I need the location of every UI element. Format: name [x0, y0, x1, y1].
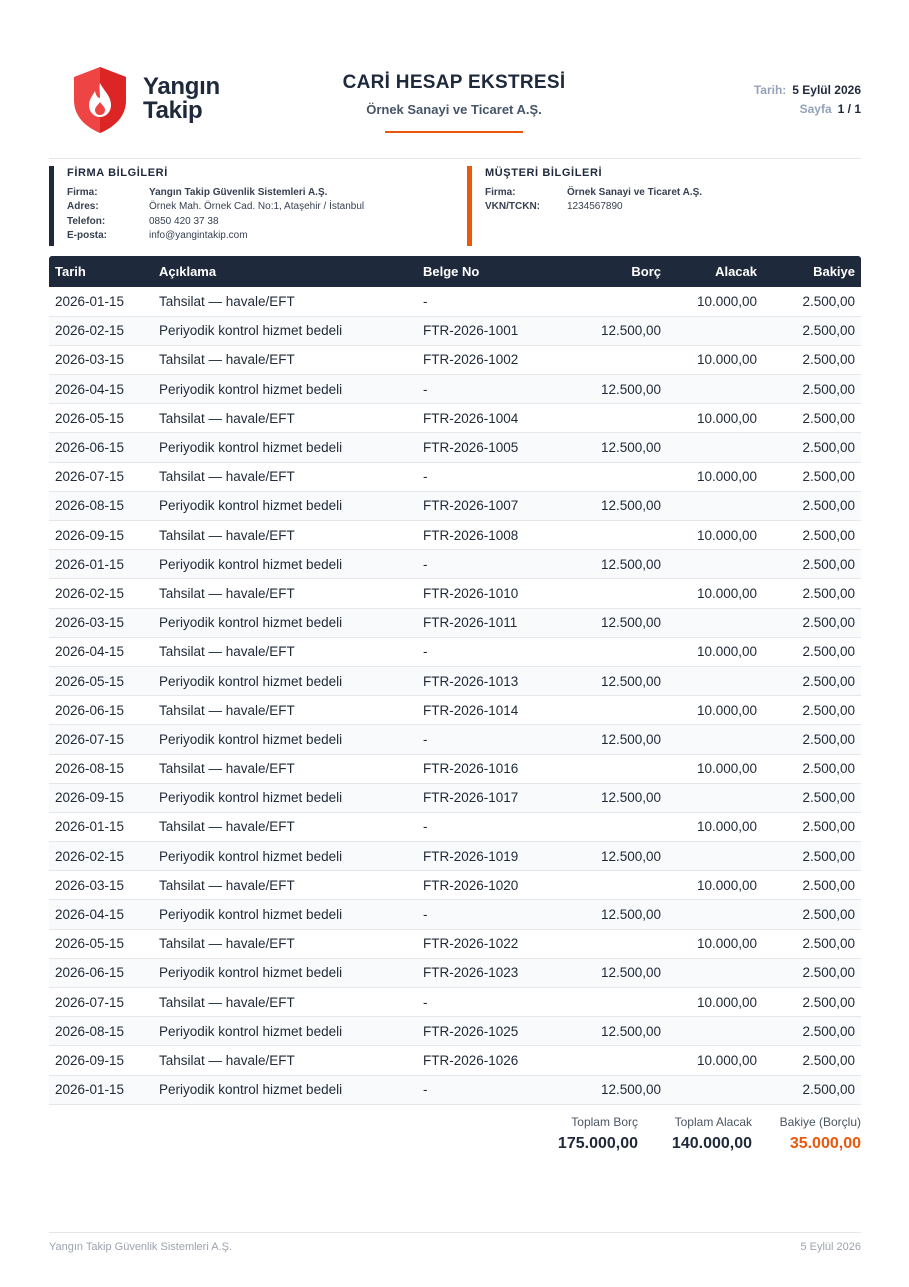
table-cell: Periyodik kontrol hizmet bedeli — [153, 375, 417, 404]
table-cell: 2026-03-15 — [49, 871, 153, 900]
company-info — [49, 166, 449, 246]
table-cell: 10.000,00 — [667, 696, 763, 725]
table-cell: Periyodik kontrol hizmet bedeli — [153, 608, 417, 637]
col-header-belge-no: Belge No — [423, 264, 480, 279]
table-cell: - — [417, 900, 567, 929]
table-cell — [667, 316, 763, 345]
table-row — [49, 958, 861, 987]
balance-value: 35.000,00 — [789, 1135, 861, 1152]
table-cell: 12.500,00 — [567, 375, 667, 404]
table-cell: 10.000,00 — [667, 754, 763, 783]
info-value: Örnek Sanayi ve Ticaret A.Ş. — [567, 187, 703, 198]
flame-shield-icon — [71, 66, 129, 134]
table-cell: 2.500,00 — [763, 900, 861, 929]
table-cell: FTR-2026-1025 — [417, 1017, 567, 1046]
table-row — [49, 696, 861, 725]
table-cell: FTR-2026-1001 — [417, 316, 567, 345]
table-cell — [667, 783, 763, 812]
table-cell: Tahsilat — havale/EFT — [153, 871, 417, 900]
table-cell: 2026-06-15 — [49, 433, 153, 462]
table-cell: 2026-09-15 — [49, 1046, 153, 1075]
balance-total — [780, 1115, 861, 1153]
table-cell: FTR-2026-1023 — [417, 958, 567, 987]
table-cell: 2.500,00 — [763, 1017, 861, 1046]
table-cell: 12.500,00 — [567, 608, 667, 637]
table-row — [49, 783, 861, 812]
table-cell: Tahsilat — havale/EFT — [153, 287, 417, 316]
total-credit — [672, 1115, 752, 1153]
col-header-tarih: Tarih — [55, 264, 86, 279]
table-cell: Tahsilat — havale/EFT — [153, 637, 417, 666]
table-cell: 12.500,00 — [567, 842, 667, 871]
table-cell — [667, 958, 763, 987]
table-cell: 2026-08-15 — [49, 754, 153, 783]
table-row — [49, 842, 861, 871]
document-subtitle: Örnek Sanayi ve Ticaret A.Ş. — [366, 102, 542, 117]
table-cell: 10.000,00 — [667, 871, 763, 900]
table-cell: 2.500,00 — [763, 550, 861, 579]
table-cell: Periyodik kontrol hizmet bedeli — [153, 1075, 417, 1104]
table-cell: - — [417, 550, 567, 579]
table-cell — [667, 900, 763, 929]
table-cell: 12.500,00 — [567, 666, 667, 695]
table-row — [49, 1046, 861, 1075]
table-cell: Tahsilat — havale/EFT — [153, 754, 417, 783]
table-cell: FTR-2026-1026 — [417, 1046, 567, 1075]
table-cell: 10.000,00 — [667, 637, 763, 666]
table-cell: 10.000,00 — [667, 521, 763, 550]
table-cell: Periyodik kontrol hizmet bedeli — [153, 433, 417, 462]
brand-name — [143, 75, 220, 123]
table-cell: 12.500,00 — [567, 433, 667, 462]
table-cell: 12.500,00 — [567, 316, 667, 345]
table-row — [49, 404, 861, 433]
table-row — [49, 1075, 861, 1104]
table-cell: Periyodik kontrol hizmet bedeli — [153, 666, 417, 695]
table-cell: 10.000,00 — [667, 462, 763, 491]
footer-date: 5 Eylül 2026 — [800, 1241, 861, 1253]
company-info-row — [67, 215, 449, 229]
table-cell: 2026-05-15 — [49, 404, 153, 433]
table-row — [49, 287, 861, 316]
table-cell: 10.000,00 — [667, 929, 763, 958]
info-key: VKN/TCKN: — [485, 201, 540, 213]
table-cell: 2026-01-15 — [49, 1075, 153, 1104]
table-cell: 10.000,00 — [667, 1046, 763, 1075]
table-row — [49, 608, 861, 637]
table-cell: 2.500,00 — [763, 637, 861, 666]
table-cell: 12.500,00 — [567, 783, 667, 812]
table-cell — [567, 929, 667, 958]
customer-info-heading: MÜŞTERİ BİLGİLERİ — [485, 167, 603, 179]
table-cell: FTR-2026-1002 — [417, 345, 567, 374]
table-row — [49, 521, 861, 550]
footer-company: Yangın Takip Güvenlik Sistemleri A.Ş. — [49, 1241, 233, 1253]
table-cell — [567, 404, 667, 433]
info-value: Yangın Takip Güvenlik Sistemleri A.Ş. — [149, 187, 328, 198]
table-row — [49, 316, 861, 345]
table-cell: Periyodik kontrol hizmet bedeli — [153, 316, 417, 345]
info-value: Örnek Mah. Örnek Cad. No:1, Ataşehir / İstanbul — [149, 201, 365, 213]
table-header-row — [49, 256, 861, 287]
table-cell: 2026-08-15 — [49, 491, 153, 520]
table-cell: Periyodik kontrol hizmet bedeli — [153, 842, 417, 871]
table-cell: 2.500,00 — [763, 988, 861, 1017]
table-cell: 12.500,00 — [567, 958, 667, 987]
balance-label: Bakiye (Borçlu) — [779, 1115, 861, 1129]
date-label: Tarih: — [753, 83, 787, 97]
table-cell: Periyodik kontrol hizmet bedeli — [153, 1017, 417, 1046]
info-key: E-posta: — [67, 229, 107, 241]
col-header-borc: Borç — [631, 264, 661, 279]
table-cell: 2.500,00 — [763, 1046, 861, 1075]
table-cell: FTR-2026-1016 — [417, 754, 567, 783]
table-cell: FTR-2026-1010 — [417, 579, 567, 608]
brand-line-1: Yangın — [143, 73, 220, 100]
table-cell: 12.500,00 — [567, 550, 667, 579]
table-row — [49, 1017, 861, 1046]
table-cell: 10.000,00 — [667, 287, 763, 316]
info-key: Firma: — [67, 187, 98, 198]
table-row — [49, 754, 861, 783]
table-row — [49, 550, 861, 579]
table-cell: Tahsilat — havale/EFT — [153, 345, 417, 374]
footer-divider — [49, 1232, 861, 1233]
table-row — [49, 637, 861, 666]
table-cell: 10.000,00 — [667, 404, 763, 433]
table-cell: FTR-2026-1007 — [417, 491, 567, 520]
table-row — [49, 462, 861, 491]
table-row — [49, 988, 861, 1017]
table-cell: 2.500,00 — [763, 725, 861, 754]
table-cell — [667, 608, 763, 637]
table-cell: 2026-06-15 — [49, 958, 153, 987]
table-cell: 2.500,00 — [763, 929, 861, 958]
brand-line-2: Takip — [143, 97, 203, 124]
table-cell: 2026-05-15 — [49, 929, 153, 958]
transactions-table — [49, 256, 861, 1105]
date-value: 5 Eylül 2026 — [792, 83, 861, 97]
table-cell: 2.500,00 — [763, 754, 861, 783]
table-cell: 2.500,00 — [763, 608, 861, 637]
table-cell: 2026-07-15 — [49, 725, 153, 754]
table-cell: Periyodik kontrol hizmet bedeli — [153, 550, 417, 579]
table-cell — [667, 842, 763, 871]
table-cell: 2026-02-15 — [49, 842, 153, 871]
table-cell: 2.500,00 — [763, 958, 861, 987]
table-cell: 2.500,00 — [763, 287, 861, 316]
info-value: 1234567890 — [567, 201, 623, 213]
table-cell: 12.500,00 — [567, 1075, 667, 1104]
table-cell: FTR-2026-1020 — [417, 871, 567, 900]
table-cell — [567, 345, 667, 374]
table-row — [49, 871, 861, 900]
table-cell: FTR-2026-1019 — [417, 842, 567, 871]
page-value: 1 / 1 — [837, 102, 861, 116]
col-header-aciklama: Açıklama — [159, 264, 217, 279]
table-cell: 2.500,00 — [763, 579, 861, 608]
table-cell — [667, 1017, 763, 1046]
title-block — [299, 72, 609, 133]
customer-info — [467, 166, 861, 246]
table-cell: 10.000,00 — [667, 579, 763, 608]
table-row — [49, 491, 861, 520]
info-key: Firma: — [485, 187, 516, 198]
table-cell: FTR-2026-1014 — [417, 696, 567, 725]
customer-info-row — [485, 200, 861, 214]
table-cell: FTR-2026-1008 — [417, 521, 567, 550]
table-cell: FTR-2026-1022 — [417, 929, 567, 958]
table-row — [49, 345, 861, 374]
document-header — [49, 60, 861, 160]
table-cell — [567, 521, 667, 550]
table-cell: 2.500,00 — [763, 1075, 861, 1104]
company-info-row — [67, 229, 449, 243]
table-cell: - — [417, 812, 567, 841]
table-cell: 2026-07-15 — [49, 462, 153, 491]
table-cell: 10.000,00 — [667, 812, 763, 841]
table-cell: Tahsilat — havale/EFT — [153, 404, 417, 433]
table-row — [49, 812, 861, 841]
table-cell: 2.500,00 — [763, 404, 861, 433]
table-cell: 2.500,00 — [763, 812, 861, 841]
table-cell: - — [417, 375, 567, 404]
table-row — [49, 900, 861, 929]
table-cell: Tahsilat — havale/EFT — [153, 1046, 417, 1075]
table-row — [49, 433, 861, 462]
table-row — [49, 666, 861, 695]
table-cell: 2.500,00 — [763, 783, 861, 812]
table-cell: 2026-05-15 — [49, 666, 153, 695]
info-value: info@yangintakip.com — [149, 229, 248, 241]
table-cell: Tahsilat — havale/EFT — [153, 696, 417, 725]
table-cell — [567, 988, 667, 1017]
table-cell: - — [417, 1075, 567, 1104]
total-debit-label: Toplam Borç — [571, 1115, 638, 1129]
table-cell: 2026-01-15 — [49, 287, 153, 316]
table-cell: 2.500,00 — [763, 375, 861, 404]
table-row — [49, 375, 861, 404]
table-cell: 2.500,00 — [763, 345, 861, 374]
total-debit — [558, 1115, 638, 1153]
table-cell: - — [417, 988, 567, 1017]
company-info-row — [67, 186, 449, 200]
table-cell: 2.500,00 — [763, 433, 861, 462]
table-cell: 2026-01-15 — [49, 812, 153, 841]
table-cell — [567, 637, 667, 666]
table-cell: 2026-04-15 — [49, 900, 153, 929]
table-cell: FTR-2026-1017 — [417, 783, 567, 812]
table-cell: Tahsilat — havale/EFT — [153, 521, 417, 550]
table-cell: 2026-02-15 — [49, 579, 153, 608]
total-credit-value: 140.000,00 — [671, 1135, 752, 1152]
table-cell: 2026-03-15 — [49, 345, 153, 374]
table-cell: 10.000,00 — [667, 345, 763, 374]
table-cell: Periyodik kontrol hizmet bedeli — [153, 783, 417, 812]
table-cell — [667, 666, 763, 695]
table-cell: 12.500,00 — [567, 491, 667, 520]
company-info-heading: FİRMA BİLGİLERİ — [67, 167, 168, 179]
table-cell — [567, 696, 667, 725]
table-cell: 2.500,00 — [763, 666, 861, 695]
table-cell: 2026-01-15 — [49, 550, 153, 579]
table-cell: - — [417, 287, 567, 316]
info-key: Adres: — [67, 201, 99, 213]
table-cell — [567, 871, 667, 900]
table-cell: 10.000,00 — [667, 988, 763, 1017]
page-label: Sayfa — [799, 102, 832, 116]
table-cell: Tahsilat — havale/EFT — [153, 462, 417, 491]
table-cell: 12.500,00 — [567, 725, 667, 754]
info-value: 0850 420 37 38 — [149, 215, 219, 227]
table-cell: FTR-2026-1011 — [417, 608, 567, 637]
info-key: Telefon: — [67, 215, 106, 227]
table-row — [49, 929, 861, 958]
table-cell: FTR-2026-1013 — [417, 666, 567, 695]
table-cell: 2.500,00 — [763, 521, 861, 550]
table-body — [49, 287, 861, 1104]
header-divider — [49, 158, 861, 159]
company-info-row — [67, 200, 449, 214]
total-debit-value: 175.000,00 — [557, 1135, 638, 1152]
table-cell — [667, 725, 763, 754]
table-cell: 2026-08-15 — [49, 1017, 153, 1046]
document-meta — [754, 81, 861, 119]
table-cell — [567, 287, 667, 316]
table-cell: 2026-03-15 — [49, 608, 153, 637]
table-cell: 2026-04-15 — [49, 637, 153, 666]
table-cell — [667, 550, 763, 579]
table-cell: 2026-06-15 — [49, 696, 153, 725]
total-credit-label: Toplam Alacak — [674, 1115, 752, 1129]
table-cell: 12.500,00 — [567, 900, 667, 929]
col-header-bakiye: Bakiye — [813, 264, 855, 279]
table-cell: 2026-09-15 — [49, 783, 153, 812]
table-cell: Tahsilat — havale/EFT — [153, 812, 417, 841]
table-cell: 2026-07-15 — [49, 988, 153, 1017]
table-cell: - — [417, 725, 567, 754]
table-cell — [567, 1046, 667, 1075]
table-cell: Tahsilat — havale/EFT — [153, 988, 417, 1017]
table-cell: Periyodik kontrol hizmet bedeli — [153, 491, 417, 520]
col-header-alacak: Alacak — [715, 264, 757, 279]
table-cell: Tahsilat — havale/EFT — [153, 579, 417, 608]
table-cell: - — [417, 637, 567, 666]
table-cell — [567, 754, 667, 783]
table-cell — [667, 491, 763, 520]
table-cell — [667, 1075, 763, 1104]
table-cell — [567, 579, 667, 608]
table-cell: Periyodik kontrol hizmet bedeli — [153, 900, 417, 929]
table-cell: 2.500,00 — [763, 316, 861, 345]
table-row — [49, 725, 861, 754]
table-cell: FTR-2026-1005 — [417, 433, 567, 462]
table-cell — [567, 812, 667, 841]
customer-info-row — [485, 186, 861, 200]
table-cell: Periyodik kontrol hizmet bedeli — [153, 958, 417, 987]
table-cell: 2026-04-15 — [49, 375, 153, 404]
table-cell: 2026-09-15 — [49, 521, 153, 550]
table-cell: - — [417, 462, 567, 491]
table-cell: Periyodik kontrol hizmet bedeli — [153, 725, 417, 754]
title-underline — [385, 131, 523, 133]
table-cell: 2.500,00 — [763, 696, 861, 725]
table-cell: 12.500,00 — [567, 1017, 667, 1046]
table-row — [49, 579, 861, 608]
document-title: CARİ HESAP EKSTRESİ — [342, 72, 566, 93]
table-cell: Tahsilat — havale/EFT — [153, 929, 417, 958]
table-cell: 2.500,00 — [763, 491, 861, 520]
table-cell — [667, 375, 763, 404]
table-cell: 2026-02-15 — [49, 316, 153, 345]
table-cell: 2.500,00 — [763, 462, 861, 491]
table-cell — [567, 462, 667, 491]
table-cell: 2.500,00 — [763, 842, 861, 871]
table-cell: FTR-2026-1004 — [417, 404, 567, 433]
table-cell — [667, 433, 763, 462]
table-cell: 2.500,00 — [763, 871, 861, 900]
